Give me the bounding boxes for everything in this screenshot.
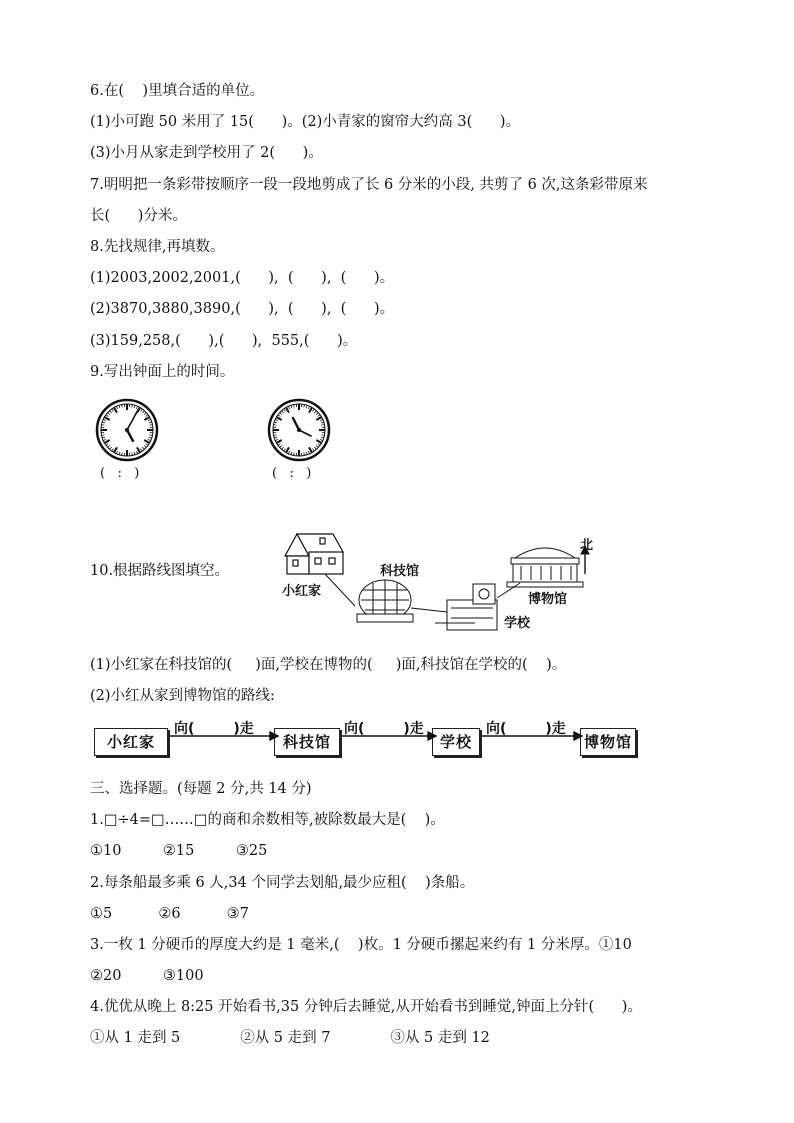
q6-title: 6.在( )里填合适的单位。 — [90, 83, 265, 99]
science-museum-icon — [357, 580, 413, 622]
house-icon — [285, 534, 343, 574]
q8-part2: (2)3870,3880,3890,( ), ( ), ( )。 — [90, 301, 395, 317]
route-direction-2: 向( )走 — [344, 721, 424, 737]
clock-face-2 — [267, 398, 331, 462]
c2-options: ①5 ②6 ③7 — [90, 906, 249, 922]
map-label-science: 科技馆 — [380, 564, 420, 579]
q7-line1: 7.明明把一条彩带按顺序一段一段地剪成了长 6 分米的小段, 共剪了 6 次,这条彩带原来 — [90, 177, 648, 193]
map-label-home: 小红家 — [282, 584, 322, 599]
q10-title: 10.根据路线图填空。 — [90, 563, 230, 579]
c2-question: 2.每条船最多乘 6 人,34 个同学去划船,最少应租( )条船。 — [90, 875, 475, 891]
route-direction-3: 向( )走 — [486, 721, 566, 737]
q8-part1: (1)2003,2002,2001,( ), ( ), ( )。 — [90, 270, 395, 286]
route-direction-1: 向( )走 — [174, 721, 254, 737]
clock-face-1 — [95, 398, 159, 462]
q8-title: 8.先找规律,再填数。 — [90, 239, 225, 255]
section3-title: 三、选择题。(每题 2 分,共 14 分) — [90, 781, 312, 797]
q6-part3: (3)小月从家走到学校用了 2( )。 — [90, 145, 323, 161]
route-diagram — [94, 720, 639, 764]
c1-question: 1.□÷4=□……□的商和余数相等,被除数最大是( )。 — [90, 812, 445, 828]
route-box-museum: 博物馆 — [580, 728, 636, 756]
route-box-home: 小红家 — [94, 728, 168, 756]
map-label-museum: 博物馆 — [528, 592, 568, 607]
q9-title: 9.写出钟面上的时间。 — [90, 364, 235, 380]
c3-question: 3.一枚 1 分硬币的厚度大约是 1 毫米,( )枚。1 分硬币摞起来约有 1 分米厚。①10 — [90, 937, 632, 953]
q6-part1: (1)小可跑 50 米用了 15( )。(2)小青家的窗帘大约高 3( )。 — [90, 114, 521, 130]
clock-answer-1: ( : ) — [100, 466, 140, 481]
c4-question: 4.优优从晚上 8:25 开始看书,35 分钟后去睡觉,从开始看书到睡觉,钟面上分针( )。 — [90, 999, 642, 1015]
map-label-school: 学校 — [504, 616, 531, 631]
c3-options: ②20 ③100 — [90, 968, 204, 984]
q10-part2: (2)小红从家到博物馆的路线: — [90, 688, 275, 704]
q7-line2: 长( )分米。 — [90, 208, 187, 224]
c1-options: ①10 ②15 ③25 — [90, 843, 268, 859]
c4-options: ①从 1 走到 5 ②从 5 走到 7 ③从 5 走到 12 — [90, 1030, 490, 1046]
route-box-school: 学校 — [432, 728, 480, 756]
map-label-north: 北 — [580, 538, 594, 553]
route-map-illustration — [275, 528, 605, 638]
clock-answer-2: ( : ) — [272, 466, 312, 481]
q10-part1: (1)小红家在科技馆的( )面,学校在博物的( )面,科技馆在学校的( )。 — [90, 657, 567, 673]
route-box-science: 科技馆 — [274, 728, 340, 756]
q8-part3: (3)159,258,( ),( ), 555,( )。 — [90, 333, 358, 349]
museum-icon — [507, 548, 583, 587]
